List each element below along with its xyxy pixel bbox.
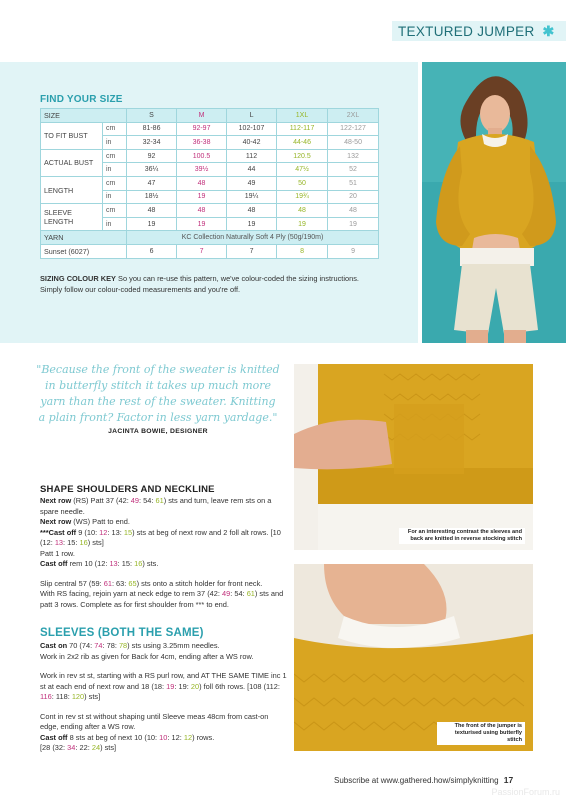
table-cell: 92 <box>127 149 177 163</box>
instruction-line: Slip central 57 (59: 61: 63: 65) sts onto a stitch holder for front neck. <box>40 578 263 588</box>
instruction-line: Next row (RS) Patt 37 (42: 49: 54: 61) sts and turn, leave rem sts on a spare needle. <box>40 496 272 516</box>
size-value: 15 <box>121 559 131 568</box>
table-cell: 44-46 <box>277 136 328 150</box>
sleeve-detail-photo <box>294 364 533 550</box>
size-value: 13 <box>54 538 64 547</box>
instruction-bold: ***Cast off <box>40 527 77 537</box>
size-value: 78 <box>118 641 128 650</box>
sleeves-heading: SLEEVES (BOTH THE SAME) <box>40 627 204 639</box>
table-cell: 19 <box>177 217 227 231</box>
size-value: 63 <box>116 578 125 588</box>
sleeve-illustration <box>294 364 533 550</box>
key-title: SIZING COLOUR KEY <box>40 274 116 283</box>
table-cell: 7 <box>177 244 227 258</box>
size-value: 61 <box>246 589 255 598</box>
instruction-text: ) foll 6th rows. [108 ( <box>199 681 267 691</box>
size-table <box>40 108 379 259</box>
size-value: 61 <box>155 496 164 505</box>
table-cell: 44 <box>227 163 277 177</box>
model-photo <box>422 62 566 343</box>
unit-cell: in <box>103 136 127 150</box>
unit-cell: cm <box>103 176 127 190</box>
front-detail-photo <box>294 564 533 751</box>
table-cell: 112 <box>227 149 277 163</box>
size-value: 13 <box>111 527 120 537</box>
instruction-text: Work in rev st st, starting with a RS purl row, and AT THE SAME TIME inc 1 st at each end of next row and 18 ( <box>40 671 287 691</box>
sleeves-instructions <box>40 641 288 754</box>
instruction-text: ) sts at beg of next row and 2 foll alt rows. [10 ( <box>40 527 281 547</box>
size-value: 12 <box>97 559 106 568</box>
key-text: So you can re-use this pattern, we've colour-coded the sizing instructions. Simply follow our colour-coded measurements and you're off. <box>40 274 359 294</box>
instruction-text: [28 ( <box>40 743 55 752</box>
size-value: 49 <box>130 496 140 505</box>
instruction-line <box>40 517 288 528</box>
table-cell: 122-127 <box>328 122 379 136</box>
table-cell: 81-86 <box>127 122 177 136</box>
size-value: 65 <box>128 578 137 588</box>
size-value: 10 <box>146 732 156 742</box>
instruction-text: With RS facing, rejoin yarn at neck edge to rem 37 ( <box>40 589 210 598</box>
instruction-text: ) sts] <box>100 743 117 752</box>
instruction-line: Cont in rev st st without shaping until Sleeve meas 48cm from cast-on edge, ending after a WS row. <box>40 711 269 731</box>
instruction-bold: Next row <box>40 517 72 526</box>
row-label: SLEEVE LENGTH <box>41 204 103 231</box>
row-label: ACTUAL BUST <box>41 149 103 176</box>
row-label: TO FIT BUST <box>41 122 103 149</box>
size-value: 12 <box>42 538 51 547</box>
instruction-line: [28 (32: 34: 22: 24) sts] <box>40 743 117 752</box>
size-value: 32 <box>54 743 64 752</box>
size-value: 74 <box>94 641 103 650</box>
model-illustration <box>422 62 566 343</box>
size-value: 15 <box>123 527 133 537</box>
yarn-label: YARN <box>41 231 127 245</box>
quote-author: JACINTA BOWIE, DESIGNER <box>108 428 208 435</box>
front-caption: The front of the jumper is texturised using butterfly stitch <box>437 722 525 745</box>
size-value: 24 <box>91 743 101 752</box>
table-cell: 19¼ <box>227 190 277 204</box>
table-cell: 19 <box>127 217 177 231</box>
size-value: 16 <box>134 559 143 568</box>
shoulders-instructions <box>40 496 288 610</box>
unit-cell: cm <box>103 122 127 136</box>
instruction-bold: Next row <box>40 496 72 505</box>
table-cell: 36-38 <box>177 136 227 150</box>
table-cell: 36¼ <box>127 163 177 177</box>
size-value: 61 <box>103 578 112 588</box>
table-row <box>41 149 379 163</box>
table-cell: 102-107 <box>227 122 277 136</box>
asterisk-icon: ✱ <box>542 22 555 39</box>
instruction-line: ***Cast off 9 (10: 12: 13: 15) sts at beg of next row and 2 foll alt rows. [10 (12: 13: 15: 16) sts] <box>40 527 281 547</box>
size-value: 10 <box>86 527 96 537</box>
instruction-text: ) sts] <box>84 692 101 701</box>
instruction-line: Patt 1 row. <box>40 548 75 558</box>
size-value: 13 <box>109 559 118 568</box>
size-value: 54 <box>234 589 243 598</box>
yarn-row <box>41 231 379 245</box>
colour-label: Sunset (6027) <box>41 244 127 258</box>
instruction-text: 8 sts at beg of next 10 ( <box>67 732 147 742</box>
instruction-text: (WS) Patt to end. <box>71 517 130 526</box>
table-cell: 51 <box>328 176 379 190</box>
instruction-text: Slip central 57 ( <box>40 578 92 588</box>
size-l: L <box>227 109 277 123</box>
table-row <box>41 204 379 218</box>
instruction-bold: Cast on <box>40 641 68 650</box>
sleeve-caption: For an interesting contrast the sleeves and back are knitted in reverse stocking stitch <box>399 528 525 544</box>
size-value: 116 <box>40 692 52 701</box>
instruction-text: ) sts onto a stitch holder for front neck. <box>136 578 263 588</box>
table-cell: 19¾ <box>277 190 328 204</box>
unit-cell: cm <box>103 204 127 218</box>
size-value: 78 <box>106 641 115 650</box>
size-value: 59 <box>91 578 100 588</box>
table-cell: 19 <box>328 217 379 231</box>
table-cell: 20 <box>328 190 379 204</box>
table-cell: 9 <box>328 244 379 258</box>
table-cell: 19 <box>277 217 328 231</box>
size-s: S <box>127 109 177 123</box>
find-your-size-heading: FIND YOUR SIZE <box>40 94 123 105</box>
instruction-line: Cast on 70 (74: 74: 78: 78) sts using 3.25mm needles. <box>40 641 220 650</box>
size-value: 16 <box>79 538 88 547</box>
size-value: 120 <box>71 692 85 701</box>
table-cell: 6 <box>127 244 177 258</box>
instruction-line: Work in rev st st, starting with a RS purl row, and AT THE SAME TIME inc 1 st at each end of next row and 18 (18: 19: 19: 20) foll 6th rows. [108 (112: 116: 118: 120) sts] <box>40 671 287 701</box>
table-cell: 32-34 <box>127 136 177 150</box>
table-cell: 49 <box>227 176 277 190</box>
table-cell: 47 <box>127 176 177 190</box>
table-cell: 48 <box>277 204 328 218</box>
table-cell: 132 <box>328 149 379 163</box>
instruction-bold: Cast off <box>40 732 68 742</box>
unit-cell: in <box>103 217 127 231</box>
instruction-text: ) sts. <box>142 559 159 568</box>
row-label: LENGTH <box>41 176 103 203</box>
size-value: 19 <box>178 681 187 691</box>
table-cell: 48 <box>227 204 277 218</box>
size-value: 18 <box>153 681 163 691</box>
page-number: 17 <box>503 775 514 785</box>
instruction-text: 70 ( <box>67 641 82 650</box>
size-1xl: 1XL <box>277 109 328 123</box>
size-value: 112 <box>266 681 278 691</box>
size-corner-cell: SIZE <box>41 109 127 123</box>
size-value: 22 <box>79 743 88 752</box>
section-title: TEXTURED JUMPER <box>398 23 535 39</box>
yarn-name: KC Collection Naturally Soft 4 Ply (50g/190m) <box>127 231 379 245</box>
size-value: 42 <box>209 589 218 598</box>
subscribe-link[interactable]: Subscribe at www.gathered.how/simplyknitting <box>334 776 499 785</box>
table-row <box>41 122 379 136</box>
table-cell: 48 <box>328 204 379 218</box>
table-cell: 48 <box>127 204 177 218</box>
instruction-text: ) sts] <box>87 538 104 547</box>
size-value: 15 <box>67 538 76 547</box>
instruction-text: 9 ( <box>76 527 87 537</box>
size-value: 12 <box>99 527 108 537</box>
table-cell: 39½ <box>177 163 227 177</box>
unit-cell: cm <box>103 149 127 163</box>
instruction-text: ) rows. <box>192 732 215 742</box>
size-value: 42 <box>118 496 127 505</box>
size-m: M <box>177 109 227 123</box>
instruction-line: With RS facing, rejoin yarn at neck edge to rem 37 (42: 49: 54: 61) sts and patt 3 rows. Complete as for first shoulder from *** to end. <box>40 589 284 609</box>
instruction-line: Work in 2x2 rib as given for Back for 4cm, ending after a WS row. <box>40 651 254 661</box>
size-value: 20 <box>190 681 200 691</box>
shoulders-heading: SHAPE SHOULDERS AND NECKLINE <box>40 484 215 495</box>
size-value: 12 <box>171 732 180 742</box>
instruction-text: ) sts and turn, leave rem sts on a spare needle. <box>40 496 272 516</box>
table-cell: 120.5 <box>277 149 328 163</box>
designer-quote: "Because the front of the sweater is knitted in butterfly stitch it takes up much more yarn than the rest of the sweater. Knitting a plain front? Factor in less yarn yardage." <box>36 363 280 424</box>
sizing-colour-key <box>40 274 380 295</box>
table-cell: 100.5 <box>177 149 227 163</box>
size-value: 118 <box>55 692 68 701</box>
table-cell: 92-97 <box>177 122 227 136</box>
instruction-line: Cast off 8 sts at beg of next 10 (10: 10: 12: 12) rows. <box>40 732 215 742</box>
section-title-tag <box>392 21 566 41</box>
table-cell: 18½ <box>127 190 177 204</box>
instruction-text: ) sts and patt 3 rows. Complete as for first shoulder from *** to end. <box>40 589 284 609</box>
size-value: 19 <box>166 681 175 691</box>
table-cell: 7 <box>227 244 277 258</box>
unit-cell: in <box>103 163 127 177</box>
colour-row <box>41 244 379 258</box>
size-header-row <box>41 109 379 123</box>
size-value: 54 <box>143 496 152 505</box>
table-cell: 19 <box>177 190 227 204</box>
table-cell: 48-50 <box>328 136 379 150</box>
table-cell: 48 <box>177 176 227 190</box>
size-2xl: 2XL <box>328 109 379 123</box>
size-value: 34 <box>67 743 76 752</box>
watermark: PassionForum.ru <box>491 787 560 797</box>
instruction-text: (RS) Patt 37 ( <box>71 496 119 505</box>
table-cell: 8 <box>277 244 328 258</box>
table-cell: 40-42 <box>227 136 277 150</box>
table-cell: 19 <box>227 217 277 231</box>
table-cell: 47½ <box>277 163 328 177</box>
table-cell: 112-117 <box>277 122 328 136</box>
instruction-bold: Cast off <box>40 559 68 568</box>
table-cell: 52 <box>328 163 379 177</box>
table-cell: 48 <box>177 204 227 218</box>
instruction-line: Cast off rem 10 (12: 13: 15: 16) sts. <box>40 559 159 568</box>
instruction-text: rem 10 ( <box>67 559 98 568</box>
size-value: 12 <box>183 732 193 742</box>
table-cell: 50 <box>277 176 328 190</box>
size-value: 10 <box>159 732 168 742</box>
table-row <box>41 176 379 190</box>
size-value: 74 <box>81 641 91 650</box>
size-value: 49 <box>222 589 231 598</box>
instruction-text: ) sts using 3.25mm needles. <box>127 641 220 650</box>
unit-cell: in <box>103 190 127 204</box>
page-footer <box>334 775 513 785</box>
